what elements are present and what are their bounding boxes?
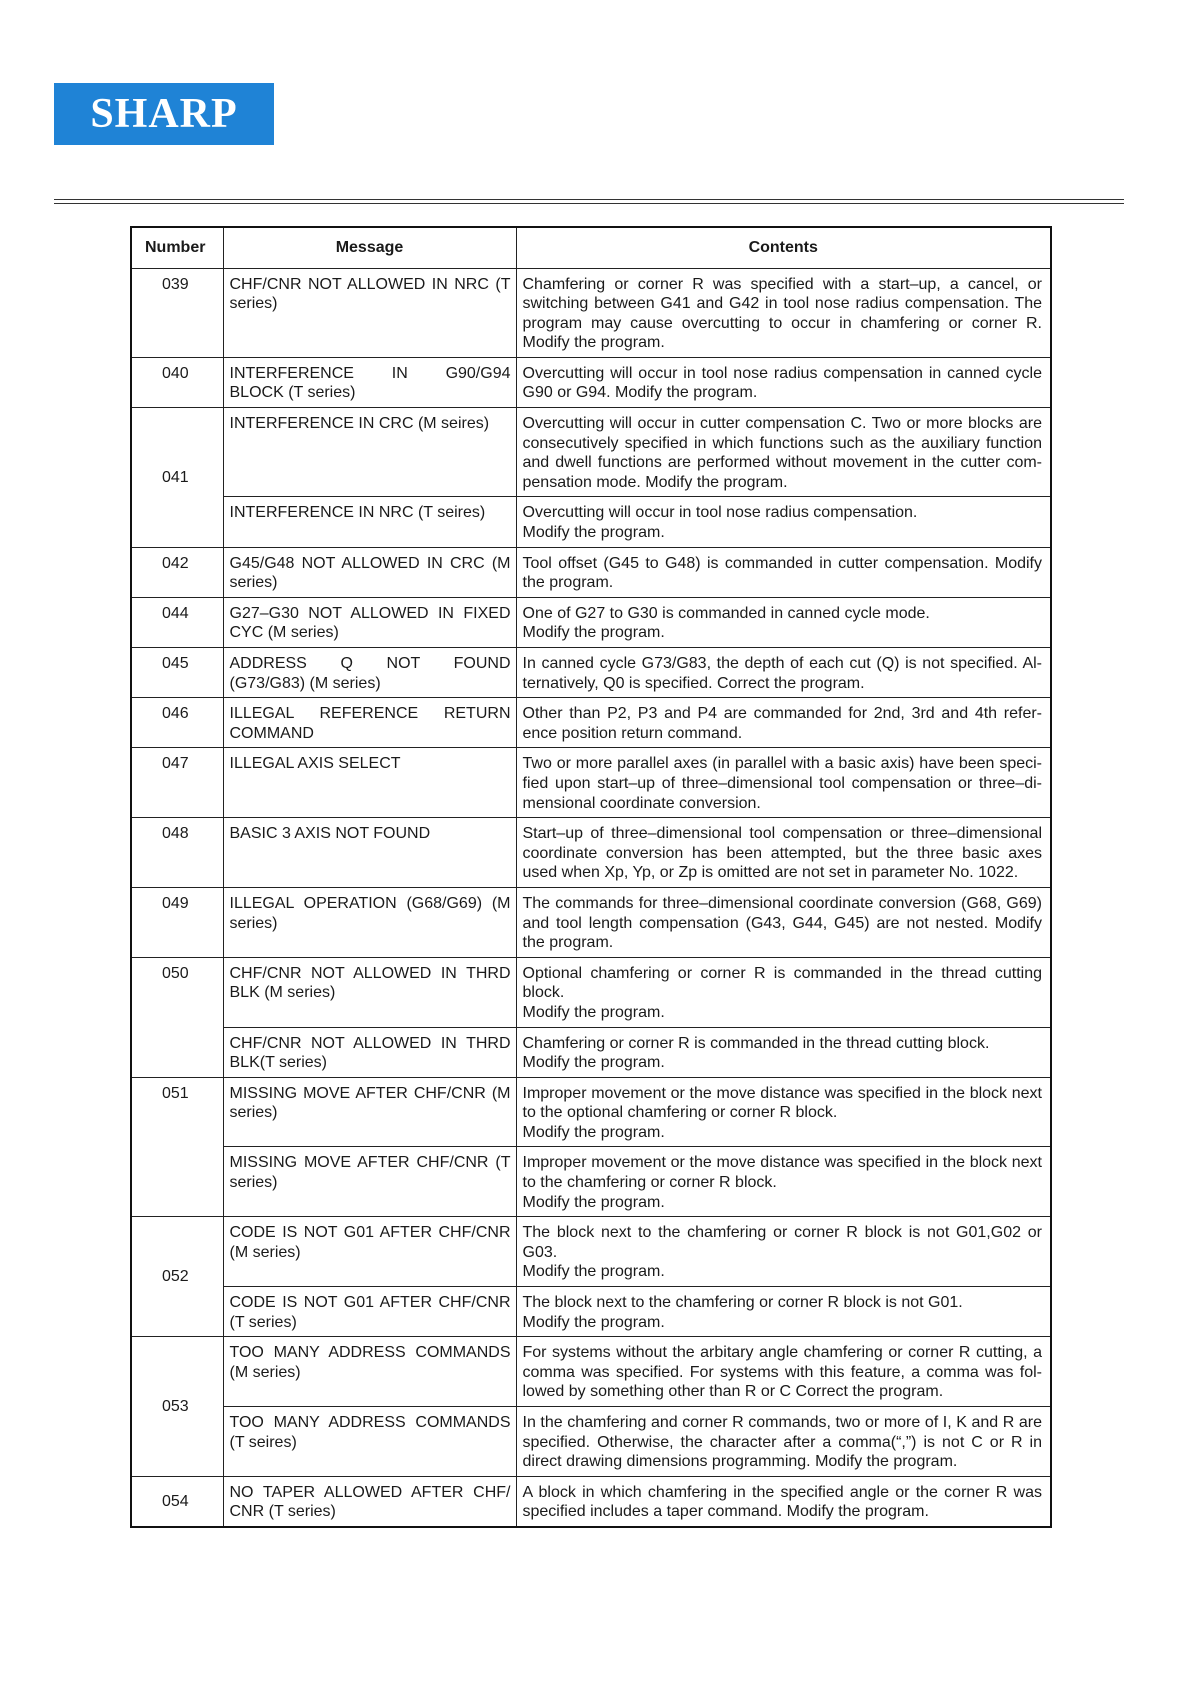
row-contents (516, 1147, 1051, 1217)
row-message: CHF/CNR NOT ALLOWED IN NRC (T series) (223, 268, 516, 357)
row-number: 050 (131, 957, 223, 1077)
row-message-line: BLOCK (T series) (229, 384, 356, 402)
row-contents: In the chamfering and corner R commands, two or more of I, K and R are specified. Otherwise, the character after a comma(“,”) is not C or R in direct drawing dimensions programming. Modify the program. (516, 1407, 1051, 1477)
row-contents-line: One of G27 to G30 is commanded in canned cycle mode. (522, 604, 930, 622)
row-message: MISSING MOVE AFTER CHF/CNR (T series) (223, 1147, 516, 1217)
row-number: 046 (131, 698, 223, 748)
row-number: 051 (131, 1077, 223, 1217)
table-row (131, 1337, 1051, 1407)
row-contents: Tool offset (G45 to G48) is commanded in cutter compensation. Modify the program. (516, 547, 1051, 597)
alarm-code-table (130, 226, 1052, 1528)
row-number: 047 (131, 748, 223, 818)
row-contents: Overcutting will occur in tool nose radius compensation in canned cycle G90 or G94. Modify the program. (516, 357, 1051, 407)
logo-text: SHARP (90, 91, 238, 137)
header-message: Message (223, 227, 516, 268)
row-number: 044 (131, 597, 223, 647)
row-contents-line: Modify the program. (522, 624, 665, 642)
row-contents-line: The block next to the chamfering or corner R block is not G01,G02 or G03. (522, 1224, 1042, 1261)
header-rule-top (54, 199, 1124, 200)
row-message-line: INTERFERENCE IN G90/G94 (229, 364, 511, 382)
row-message-line: ADDRESS Q NOT FOUND (229, 655, 511, 672)
row-contents-line: Modify the program. (522, 1054, 665, 1072)
row-contents-line: Modify the program. (522, 1003, 665, 1021)
row-contents-line: Modify the program. (522, 1263, 665, 1281)
row-number: 053 (131, 1337, 223, 1477)
row-contents (516, 957, 1051, 1027)
row-message: CODE IS NOT G01 AFTER CHF/CNR (M series) (223, 1217, 516, 1287)
row-contents: Two or more parallel axes (in parallel with a basic axis) have been speci-fied upon start–up of three–dimensional tool compensation or three–di-mensional coordinate conversion. (516, 748, 1051, 818)
row-number: 041 (131, 408, 223, 548)
row-message: CHF/CNR NOT ALLOWED IN THRD BLK (M series) (223, 957, 516, 1027)
row-contents-line: Overcutting will occur in tool nose radius compensation. (522, 504, 918, 522)
row-message (223, 648, 516, 698)
row-contents (516, 1077, 1051, 1147)
row-message: MISSING MOVE AFTER CHF/CNR (M series) (223, 1077, 516, 1147)
row-message: NO TAPER ALLOWED AFTER CHF/ CNR (T series) (223, 1476, 516, 1527)
row-message: ILLEGAL AXIS SELECT (223, 748, 516, 818)
table-row (131, 268, 1051, 357)
table-row (131, 1027, 1051, 1077)
row-contents: Overcutting will occur in cutter compensation C. Two or more blocks are consecutively specified in which functions such as the auxiliary function and dwell functions are performed without movement in the cutter com-pensation mode. Modify the program. (516, 408, 1051, 497)
table-row (131, 357, 1051, 407)
row-message: CODE IS NOT G01 AFTER CHF/CNR (T series) (223, 1287, 516, 1337)
table-row (131, 887, 1051, 957)
row-number: 039 (131, 268, 223, 357)
row-number: 054 (131, 1476, 223, 1527)
row-contents: For systems without the arbitary angle chamfering or corner R cutting, a comma was specified. For systems with this feature, a comma was fol-lowed by something other than R or C Correct the program. (516, 1337, 1051, 1407)
table-row (131, 1407, 1051, 1477)
row-contents-line: Improper movement or the move distance was specified in the block next to the optional chamfering or corner R block. (522, 1084, 1042, 1122)
table-row (131, 597, 1051, 647)
table-row (131, 1077, 1051, 1147)
table-header-row (131, 227, 1051, 268)
table-row (131, 648, 1051, 698)
row-contents (516, 497, 1051, 547)
row-contents: Other than P2, P3 and P4 are commanded for 2nd, 3rd and 4th refer-ence position return command. (516, 698, 1051, 748)
row-contents-line: Modify the program. (522, 1193, 665, 1211)
header-number: Number (131, 227, 223, 268)
row-contents: Chamfering or corner R was specified with a start–up, a cancel, or switching between G41 and G42 in tool nose radius compensation. The program may cause overcutting to occur in chamfering or corner R. Modify the program. (516, 268, 1051, 357)
table-row (131, 408, 1051, 497)
table-row (131, 1287, 1051, 1337)
header-rule-bottom (54, 203, 1124, 204)
table-row (131, 1147, 1051, 1217)
table-row (131, 497, 1051, 547)
header-contents: Contents (516, 227, 1051, 268)
row-contents: A block in which chamfering in the specified angle or the corner R was specified includes a taper command. Modify the program. (516, 1476, 1051, 1527)
row-message: CHF/CNR NOT ALLOWED IN THRD BLK(T series) (223, 1027, 516, 1077)
row-contents: The commands for three–dimensional coordinate conversion (G68, G69) and tool length compensation (G43, G44, G45) are not nested. Modify the program. (516, 887, 1051, 957)
row-contents: In canned cycle G73/G83, the depth of each cut (Q) is not specified. Al-ternatively, Q0 is specified. Correct the program. (516, 648, 1051, 698)
row-contents (516, 1217, 1051, 1287)
row-number: 042 (131, 547, 223, 597)
row-message: INTERFERENCE IN NRC (T seires) (223, 497, 516, 547)
row-contents-line: Improper movement or the move distance was specified in the block next to the chamfering or corner R block. (522, 1154, 1042, 1192)
row-message (223, 357, 516, 407)
row-contents (516, 1027, 1051, 1077)
row-number: 040 (131, 357, 223, 407)
row-contents (516, 597, 1051, 647)
row-contents (516, 1287, 1051, 1337)
table-row (131, 957, 1051, 1027)
row-contents-line: Chamfering or corner R is commanded in the thread cutting block. (522, 1034, 990, 1052)
row-message-line: (G73/G83) (M series) (229, 674, 381, 692)
row-message: ILLEGAL REFERENCE RETURN COMMAND (223, 698, 516, 748)
row-contents-line: Optional chamfering or corner R is commanded in the thread cutting block. (522, 964, 1042, 1002)
table-row (131, 1217, 1051, 1287)
row-message: G27–G30 NOT ALLOWED IN FIXED CYC (M series) (223, 597, 516, 647)
row-contents-line: The block next to the chamfering or corner R block is not G01. (522, 1294, 963, 1312)
row-contents-line: Modify the program. (522, 1313, 665, 1331)
table-row (131, 1476, 1051, 1527)
row-contents-line: Modify the program. (522, 1123, 665, 1141)
row-message: ILLEGAL OPERATION (G68/G69) (M series) (223, 887, 516, 957)
sharp-logo (54, 83, 274, 145)
row-message: G45/G48 NOT ALLOWED IN CRC (M series) (223, 547, 516, 597)
row-number: 048 (131, 818, 223, 888)
table-row (131, 698, 1051, 748)
row-contents-line: Modify the program. (522, 524, 665, 542)
row-message: INTERFERENCE IN CRC (M seires) (223, 408, 516, 497)
row-number: 052 (131, 1217, 223, 1337)
table-row (131, 547, 1051, 597)
table-row (131, 748, 1051, 818)
row-message: TOO MANY ADDRESS COMMANDS (T seires) (223, 1407, 516, 1477)
row-message: TOO MANY ADDRESS COMMANDS (M series) (223, 1337, 516, 1407)
table-row (131, 818, 1051, 888)
row-contents: Start–up of three–dimensional tool compensation or three–dimensional coordinate conversion has been attempted, but the three basic axes used when Xp, Yp, or Zp is omitted are not set in parameter No. 1022. (516, 818, 1051, 888)
row-message: BASIC 3 AXIS NOT FOUND (223, 818, 516, 888)
row-number: 049 (131, 887, 223, 957)
row-number: 045 (131, 648, 223, 698)
